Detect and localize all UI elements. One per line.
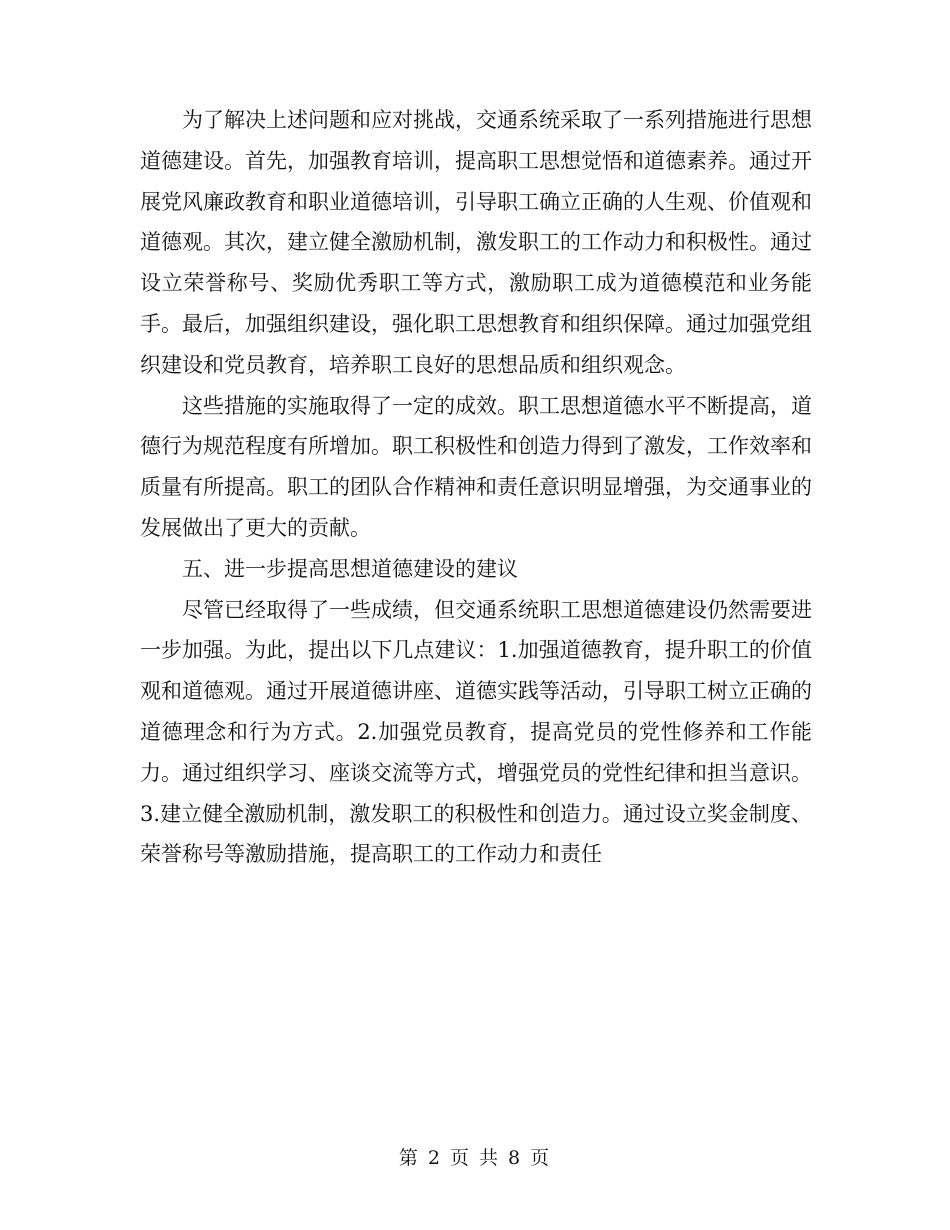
page-number-footer: 第 2 页 共 8 页	[398, 1147, 552, 1169]
section-heading: 五、进一步提高思想道德建设的建议	[182, 556, 518, 581]
document-body	[140, 100, 812, 875]
paragraph-suggestions: 尽管已经取得了一些成绩，但交通系统职工思想道德建设仍然需要进一步加强。为此，提出以下几点建议：1.加强道德教育，提升职工的价值观和道德观。通过开展道德讲座、道德实践等活动，引导职工树立正确的道德理念和行为方式。2.加强党员教育，提高党员的党性修养和工作能力。通过组织学习、座谈交流等方式，增强党员的党性纪律和担当意识。3.建立健全激励机制，激发职工的积极性和创造力。通过设立奖金制度、荣誉称号等激励措施，提高职工的工作动力和责任	[140, 597, 812, 867]
paragraph-measures: 为了解决上述问题和应对挑战，交通系统采取了一系列措施进行思想道德建设。首先，加强教育培训，提高职工思想觉悟和道德素养。通过开展党风廉政教育和职业道德培训，引导职工确立正确的人生观、价值观和道德观。其次，建立健全激励机制，激发职工的工作动力和积极性。通过设立荣誉称号、奖励优秀职工等方式，激励职工成为道德模范和业务能手。最后，加强组织建设，强化职工思想教育和组织保障。通过加强党组织建设和党员教育，培养职工良好的思想品质和组织观念。	[140, 108, 812, 377]
paragraph-results: 这些措施的实施取得了一定的成效。职工思想道德水平不断提高，道德行为规范程度有所增加。职工积极性和创造力得到了激发，工作效率和质量有所提高。职工的团队合作精神和责任意识明显增强，为交通事业的发展做出了更大的贡献。	[140, 393, 812, 540]
